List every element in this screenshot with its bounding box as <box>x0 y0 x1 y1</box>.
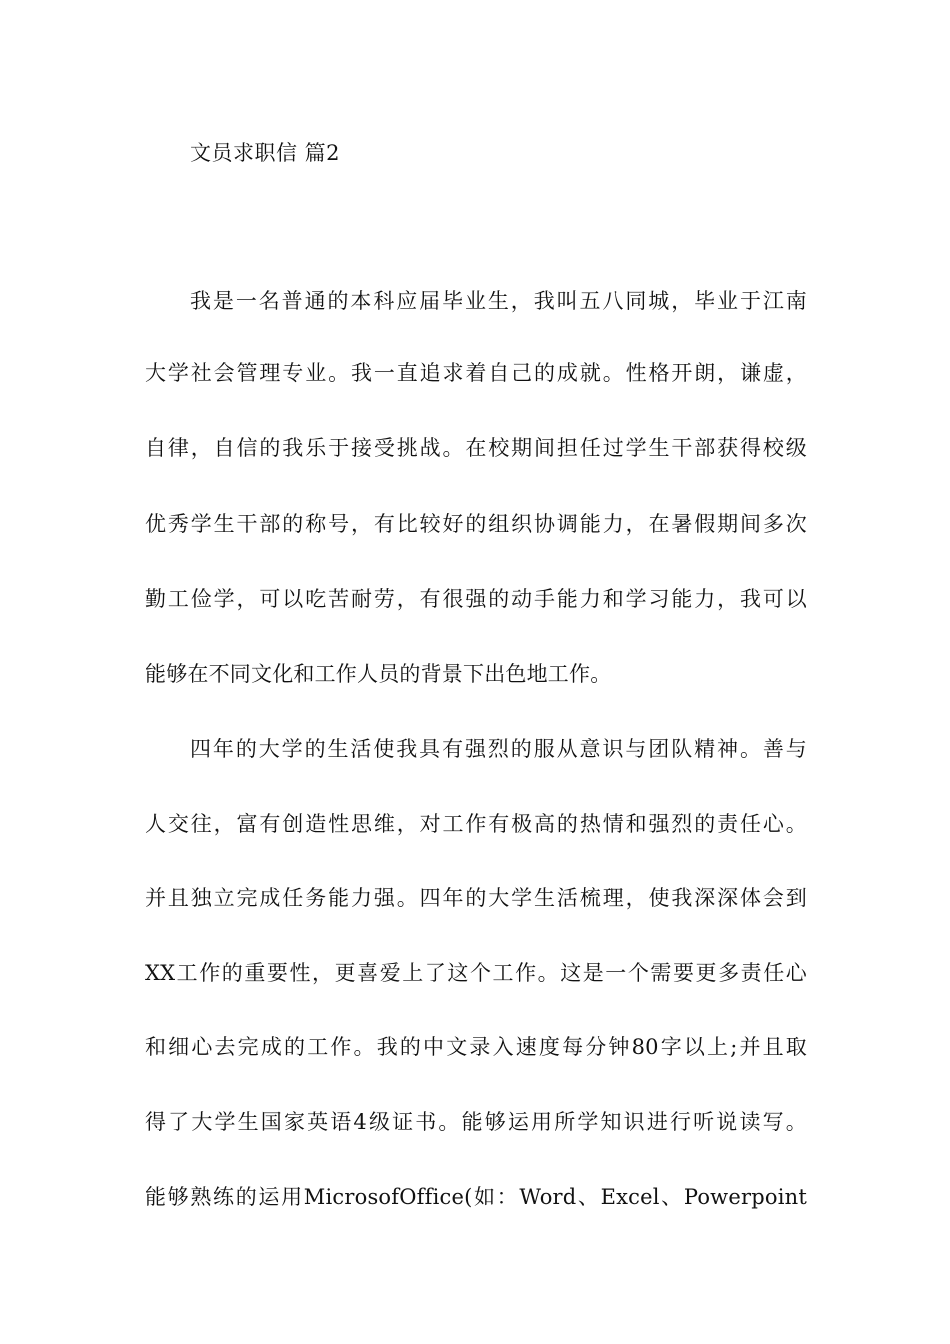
paragraph-2-line-3: 并且独立完成任务能力强。四年的大学生活梳理，使我深深体会到 <box>145 886 807 910</box>
paragraph-1-line-6: 能够在不同文化和工作人员的背景下出色地工作。 <box>145 662 612 686</box>
paragraph-2-line-6: 得了大学生国家英语4级证书。能够运用所学知识进行听说读写。 <box>145 1110 807 1134</box>
paragraph-2-line-2: 人交往，富有创造性思维，对工作有极高的热情和强烈的责任心。 <box>145 812 807 836</box>
paragraph-1-line-3: 自律，自信的我乐于接受挑战。在校期间担任过学生干部获得校级 <box>145 436 807 460</box>
paragraph-2-line-4: XX工作的重要性，更喜爱上了这个工作。这是一个需要更多责任心 <box>145 961 807 985</box>
paragraph-1-line-2: 大学社会管理专业。我一直追求着自己的成就。性格开朗，谦虚， <box>145 361 807 385</box>
paragraph-1-line-4: 优秀学生干部的称号，有比较好的组织协调能力，在暑假期间多次 <box>145 512 807 536</box>
paragraph-2-line-1: 四年的大学的生活使我具有强烈的服从意识与团队精神。善与 <box>190 737 807 761</box>
paragraph-2-line-5: 和细心去完成的工作。我的中文录入速度每分钟80字以上;并且取 <box>145 1035 807 1059</box>
document-heading: 文员求职信 篇2 <box>190 141 341 165</box>
paragraph-2-line-7: 能够熟练的运用MicrosofOffice(如：Word、Excel、Powerpoint <box>145 1185 807 1209</box>
paragraph-1-line-5: 勤工俭学，可以吃苦耐劳，有很强的动手能力和学习能力，我可以 <box>145 587 807 611</box>
paragraph-1-line-1: 我是一名普通的本科应届毕业生，我叫五八同城，毕业于江南 <box>190 289 807 313</box>
